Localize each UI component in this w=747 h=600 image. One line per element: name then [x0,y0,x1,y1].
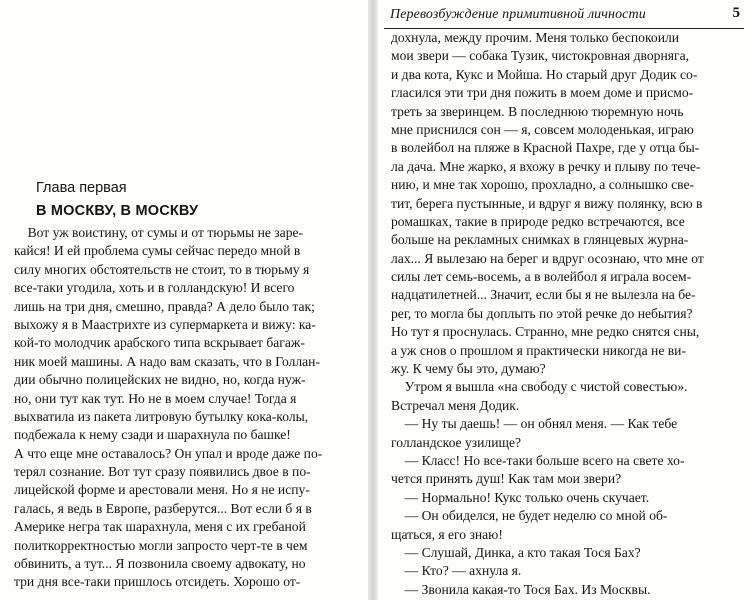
text-line: силы лет семь-восемь, а в волейбол я играла восем- [391,269,692,285]
text-line: Вот уж воистину, от сумы и от тюрьмы не заре- [14,225,304,240]
text-line: обвинить, а тут... Я позвонила своему адвокату, но [14,556,306,572]
text-line: рег, то могла бы доплыть по этой речке до небытия? [391,305,693,321]
chapter-label: Глава первая [36,180,127,196]
text-line: лицейской форме и арестовали меня. Но я не испу- [14,482,310,498]
left-page [0,0,368,600]
text-line: Но тут я проснулась. Странно, мне редко снятся сны, [391,324,700,340]
text-line: мне приснился сон — я, совсем молоденькая, играю [391,121,694,137]
text-line: выхожу я в Маастрихте из супермаркета и вижу: ка- [14,316,316,332]
text-line: подбежала к нему сзади и шарахнула по башке! [14,427,291,443]
text-line: ник моей машины. А надо вам сказать, что в Голлан- [14,353,320,369]
text-line: кой-то молодчик арабского типа вскрывает багаж- [14,335,305,351]
text-line: а уж снов о прошлом я практически никогда не ви- [391,342,686,358]
text-line: дии обычно полицейских не видно, но, когда нуж- [14,372,306,388]
text-line: политкорректностью могли запросто черт-те в чем [14,537,308,553]
text-line: треть за зверинцем. В последнюю тюремную ночь [391,103,684,119]
text-line: выхватила из пакета литровую бутылку кока-колы, [14,408,309,424]
text-line: голландское узилище? [391,434,522,450]
text-line: больше на рекламных снимках в глянцевых журна- [391,232,689,248]
text-line: — Он обиделся, не будет неделю со мной об- [391,508,668,524]
text-line: жу. К чему бы это, думаю? [391,361,546,377]
text-line: лах... Я вылезаю на берег и вдруг осознаю, что мне от [391,250,704,266]
text-line: лишь на три дня, смешно, правда? А дело было так; [14,298,315,314]
text-line: Америке негра так шарахнула, меня с их гребаной [14,519,306,535]
text-line: — Класс! Но все-таки больше всего на свете хо- [391,452,685,468]
running-header [384,4,744,29]
text-line: тит, берега пустынные, и вдруг я вижу полянку, всю в [391,195,703,211]
text-line: нию, и мне так хорошо, прохладно, а солнышко све- [391,177,695,193]
page-number: 5 [732,5,740,21]
text-line: чется принять душ! Как там мои звери? [391,471,622,487]
text-line: все-таки угодила, хоть и в голландскую! И всего [14,280,295,296]
text-line: терял сознание. Вот тут сразу появились двое в по- [14,464,311,480]
text-line: три дня все-таки пришлось отсидеть. Хорошо от- [14,574,301,590]
text-line: кайся! И ей проблема сумы сейчас передо мной в [14,243,301,259]
text-line: — Нормально! Кукс только очень скучает. [391,489,650,505]
running-title: Перевозбуждение примитивной личности [390,7,646,22]
text-line: щаться, я его знаю! [391,526,503,542]
text-line: — Кто? — ахнула я. [391,563,522,579]
text-line: надцатилетней... Значит, если бы я не вылезла на бе- [391,287,696,303]
text-line: Встречал меня Додик. [391,397,520,413]
text-line: ла дача. Мне жарко, я вхожу в речку и плыву по тече- [391,158,701,174]
text-line: но, они тут как тут. Но не в моем случае! Тогда я [14,390,297,406]
left-page-text [14,224,359,592]
text-line: ромашках, такие в природе редко встречаются, все [391,213,685,229]
text-line: в волейбол на пляже в Красной Пахре, где у отца бы- [391,140,700,156]
chapter-title: В МОСКВУ, В МОСКВУ [36,203,199,219]
text-line: — Ну ты даешь! — он обнял меня. — Как тебе [391,416,678,432]
text-line: — Звонила какая-то Тося Бах. Из Москвы. [391,581,651,597]
book-gutter [368,0,378,600]
text-line: — Слушай, Динка, а кто такая Тося Бах? [391,544,641,560]
text-line: мои звери — собака Тузик, чистокровная дворняга, [391,48,690,64]
text-line: гласился эти три дня пожить в моем доме и присмо- [391,85,694,101]
text-line: галась, я ведь в Европе, разберутся... Вот если б я в [14,500,312,516]
text-line: и два кота, Кукс и Мойша. Но старый друг Додик со- [391,66,698,82]
right-page-text [391,29,737,599]
text-line: дохнула, между прочим. Меня только беспокоили [391,30,680,45]
text-line: Утром я вышла «на свободу с чистой совестью». [391,379,688,395]
text-line: силу многих обстоятельств не стоит, то в тюрьму я [14,261,310,277]
text-line: А что еще мне оставалось? Он упал и вроде даже по- [14,445,323,461]
